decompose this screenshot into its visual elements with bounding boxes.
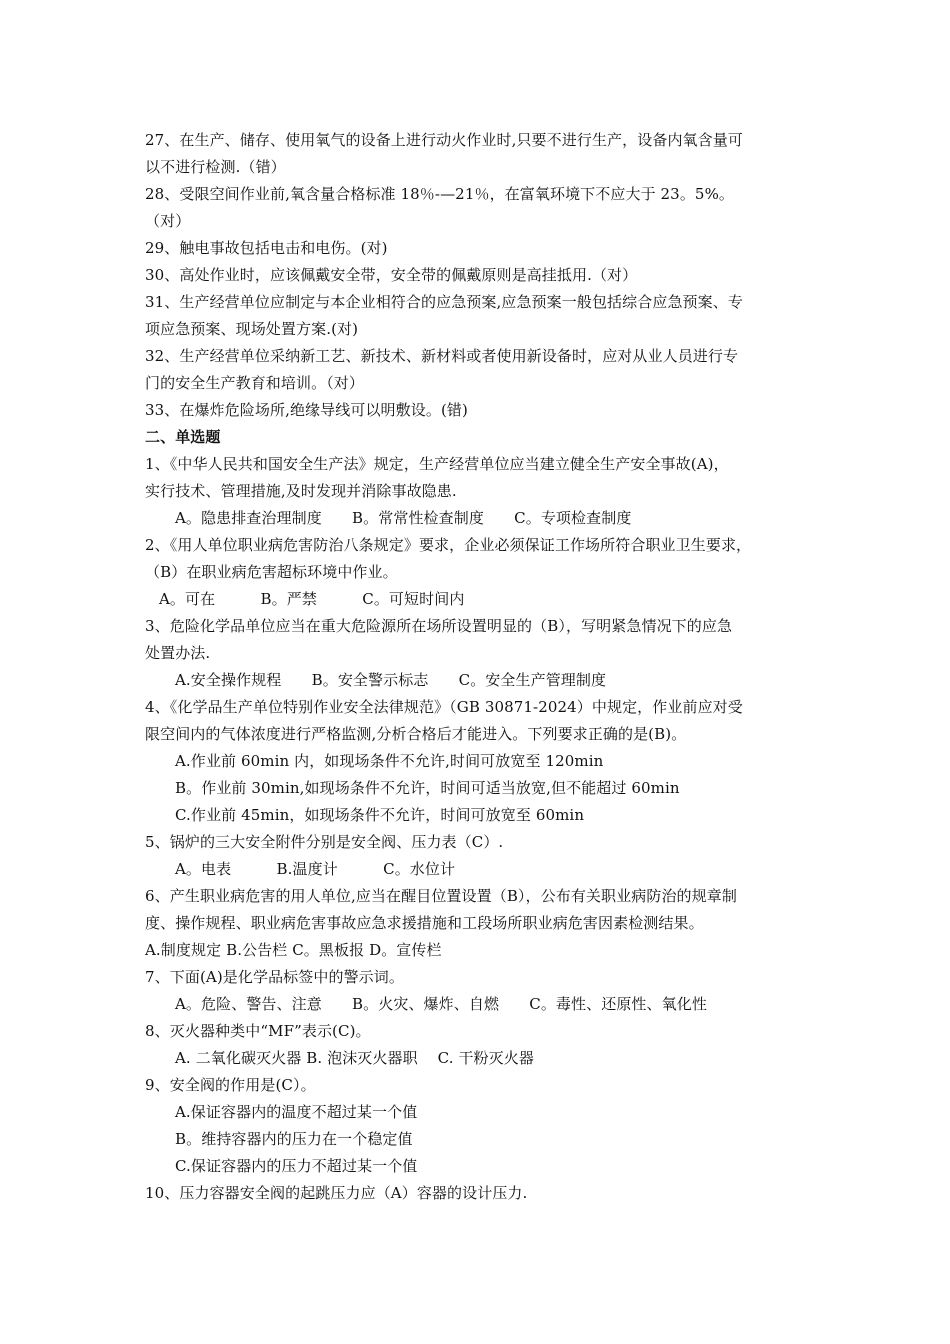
option-line: A.作业前 60min 内，如现场条件不允许,时间可放宽至 120min (175, 752, 604, 770)
option-line: A。危险、警告、注意 B。火灾、爆炸、自燃 C。毒性、还原性、氧化性 (175, 995, 707, 1013)
question-line: 度、操作规程、职业病危害事故应急求援措施和工段场所职业病危害因素检测结果。 (145, 914, 704, 932)
option-line: C.保证容器内的压力不超过某一个值 (175, 1157, 418, 1175)
question-line: 4、《化学品生产单位特别作业安全法律规范》（GB 30871-2024）中规定，作业前应对受 (145, 698, 743, 716)
option-line: A。电表 B.温度计 C。水位计 (175, 860, 456, 878)
text-line: （对） (145, 212, 191, 230)
option-line: A.保证容器内的温度不超过某一个值 (175, 1103, 418, 1121)
option-line: A。隐患排查治理制度 B。常常性检查制度 C。专项检查制度 (175, 509, 632, 527)
question-line: 实行技术、管理措施,及时发现并消除事故隐患. (145, 482, 457, 500)
question-line: 6、产生职业病危害的用人单位,应当在醒目位置设置（B），公布有关职业病防治的规章制 (145, 887, 737, 905)
text-line: 以不进行检测.（错） (145, 158, 286, 176)
question-line: 8、灭火器种类中“MF”表示(C)。 (145, 1022, 371, 1040)
question-line: 限空间内的气体浓度进行严格监测,分析合格后才能进入。下列要求正确的是(B)。 (145, 725, 687, 743)
document-page (145, 127, 815, 1207)
text-line: 27、在生产、储存、使用氧气的设备上进行动火作业时,只要不进行生产，设备内氧含量可 (145, 131, 743, 149)
option-line: A.制度规定 B.公告栏 C。黑板报 D。宣传栏 (145, 941, 442, 959)
question-line: （B）在职业病危害超标环境中作业。 (145, 563, 398, 581)
question-line: 2、《用人单位职业病危害防治八条规定》要求，企业必须保证工作场所符合职业卫生要求， (145, 536, 752, 554)
section-heading: 二、单选题 (145, 428, 221, 446)
question-line: 3、危险化学品单位应当在重大危险源所在场所设置明显的（B），写明紧急情况下的应急 (145, 617, 733, 635)
question-line: 5、锅炉的三大安全附件分别是安全阀、压力表（C）. (145, 833, 504, 851)
text-line: 门的安全生产教育和培训。（对） (145, 374, 365, 392)
text-line: 项应急预案、现场处置方案.(对) (145, 320, 359, 338)
option-line: B。作业前 30min,如现场条件不允许，时间可适当放宽,但不能超过 60min (175, 779, 680, 797)
question-line: 9、安全阀的作用是(C）。 (145, 1076, 316, 1094)
question-line: 10、压力容器安全阀的起跳压力应（A）容器的设计压力. (145, 1184, 528, 1202)
option-line: B。维持容器内的压力在一个稳定值 (175, 1130, 413, 1148)
question-line: 7、下面(A)是化学品标签中的警示词。 (145, 968, 404, 986)
text-line: 32、生产经营单位采纳新工艺、新技术、新材料或者使用新设备时，应对从业人员进行专 (145, 347, 739, 365)
option-line: A。可在 B。严禁 C。可短时间内 (159, 590, 465, 608)
text-line: 33、在爆炸危险场所,绝缘导线可以明敷设。(错) (145, 401, 468, 419)
text-line: 29、触电事故包括电击和电伤。(对) (145, 239, 388, 257)
option-line: A.安全操作规程 B。安全警示标志 C。安全生产管理制度 (175, 671, 607, 689)
question-line: 处置办法. (145, 644, 211, 662)
text-line: 30、高处作业时，应该佩戴安全带，安全带的佩戴原则是高挂抵用.（对） (145, 266, 638, 284)
text-line: 31、生产经营单位应制定与本企业相符合的应急预案,应急预案一般包括综合应急预案、专 (145, 293, 743, 311)
text-line: 28、受限空间作业前,氧含量合格标准 18％-—21％，在富氧环境下不应大于 23。5%。 (145, 185, 735, 203)
question-line: 1、《中华人民共和国安全生产法》规定，生产经营单位应当建立健全生产安全事故(A)， (145, 455, 729, 473)
option-line: A. 二氧化碳灭火器 B. 泡沫灭火器职 C. 干粉灭火器 (175, 1049, 534, 1067)
option-line: C.作业前 45min，如现场条件不允许，时间可放宽至 60min (175, 806, 585, 824)
